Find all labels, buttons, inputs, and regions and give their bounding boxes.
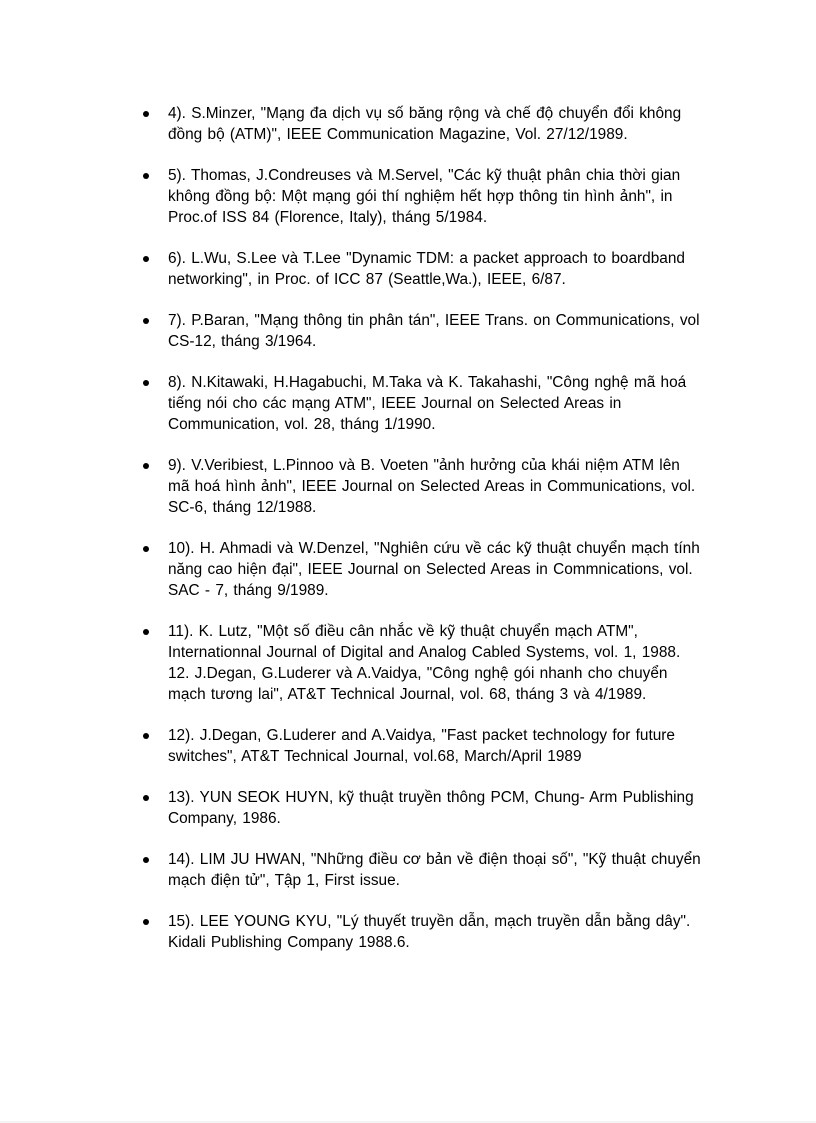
bullet-icon	[143, 463, 149, 469]
bullet-icon	[143, 733, 149, 739]
reference-text: 12). J.Degan, G.Luderer and A.Vaidya, "Fast packet technology for future switches", AT&T Technical Journal, vol.68, March/April 1989	[168, 727, 675, 765]
bullet-icon	[143, 546, 149, 552]
reference-item	[141, 911, 701, 953]
reference-list	[141, 103, 701, 973]
reference-item	[141, 248, 701, 290]
bullet-icon	[143, 318, 149, 324]
reference-text: 9). V.Veribiest, L.Pinnoo và B. Voeten "ảnh hưởng của khái niệm ATM lên mã hoá hình ảnh", IEEE Journal on Selected Areas in Communications, vol. SC-6, tháng 12/1988.	[168, 457, 696, 516]
reference-item	[141, 725, 701, 767]
bullet-icon	[143, 380, 149, 386]
bullet-icon	[143, 111, 149, 117]
reference-text: 5). Thomas, J.Condreuses và M.Servel, "Các kỹ thuật phân chia thời gian không đồng bộ: Một mạng gói thí nghiệm hết hợp thông tin hình ảnh", in Proc.of ISS 84 (Florence, Italy), tháng 5/1984.	[168, 167, 681, 226]
reference-text: 13). YUN SEOK HUYN, kỹ thuật truyền thông PCM, Chung- Arm Publishing Company, 1986.	[168, 789, 694, 827]
reference-text: 14). LIM JU HWAN, "Những điều cơ bản về điện thoại số", "Kỹ thuật chuyển mạch điện tử", Tập 1, First issue.	[168, 851, 701, 889]
bullet-icon	[143, 173, 149, 179]
reference-item	[141, 849, 701, 891]
reference-item	[141, 455, 701, 518]
reference-text: 11). K. Lutz, "Một số điều cân nhắc về kỹ thuật chuyển mạch ATM", Internationnal Journal of Digital and Analog Cabled Systems, vol. 1, 1988. 12. J.Degan, G.Luderer và A.Vaidya, "Công nghệ gói nhanh cho chuyển mạch tương lai", AT&T Technical Journal, vol. 68, tháng 3 và 4/1989.	[168, 623, 681, 703]
bullet-icon	[143, 256, 149, 262]
reference-text: 15). LEE YOUNG KYU, "Lý thuyết truyền dẫn, mạch truyền dẫn bằng dây". Kidali Publishing Company 1988.6.	[168, 913, 691, 951]
reference-item	[141, 787, 701, 829]
bullet-icon	[143, 857, 149, 863]
bullet-icon	[143, 795, 149, 801]
reference-item	[141, 310, 701, 352]
reference-text: 7). P.Baran, "Mạng thông tin phân tán", IEEE Trans. on Communications, vol CS-12, tháng 3/1964.	[168, 312, 700, 350]
reference-text: 8). N.Kitawaki, H.Hagabuchi, M.Taka và K. Takahashi, "Công nghệ mã hoá tiếng nói cho các mạng ATM", IEEE Journal on Selected Areas in Communication, vol. 28, tháng 1/1990.	[168, 374, 687, 433]
reference-item	[141, 372, 701, 435]
reference-item	[141, 621, 701, 705]
reference-item	[141, 538, 701, 601]
reference-item	[141, 165, 701, 228]
reference-item	[141, 103, 701, 145]
bullet-icon	[143, 629, 149, 635]
reference-text: 4). S.Minzer, "Mạng đa dịch vụ số băng rộng và chế độ chuyển đổi không đồng bộ (ATM)", IEEE Communication Magazine, Vol. 27/12/1989.	[168, 105, 682, 143]
reference-text: 10). H. Ahmadi và W.Denzel, "Nghiên cứu về các kỹ thuật chuyển mạch tính năng cao hiện đại", IEEE Journal on Selected Areas in Commnications, vol. SAC - 7, tháng 9/1989.	[168, 540, 700, 599]
reference-text: 6). L.Wu, S.Lee và T.Lee "Dynamic TDM: a packet approach to boardband networking", in Proc. of ICC 87 (Seattle,Wa.), IEEE, 6/87.	[168, 250, 685, 288]
bullet-icon	[143, 919, 149, 925]
